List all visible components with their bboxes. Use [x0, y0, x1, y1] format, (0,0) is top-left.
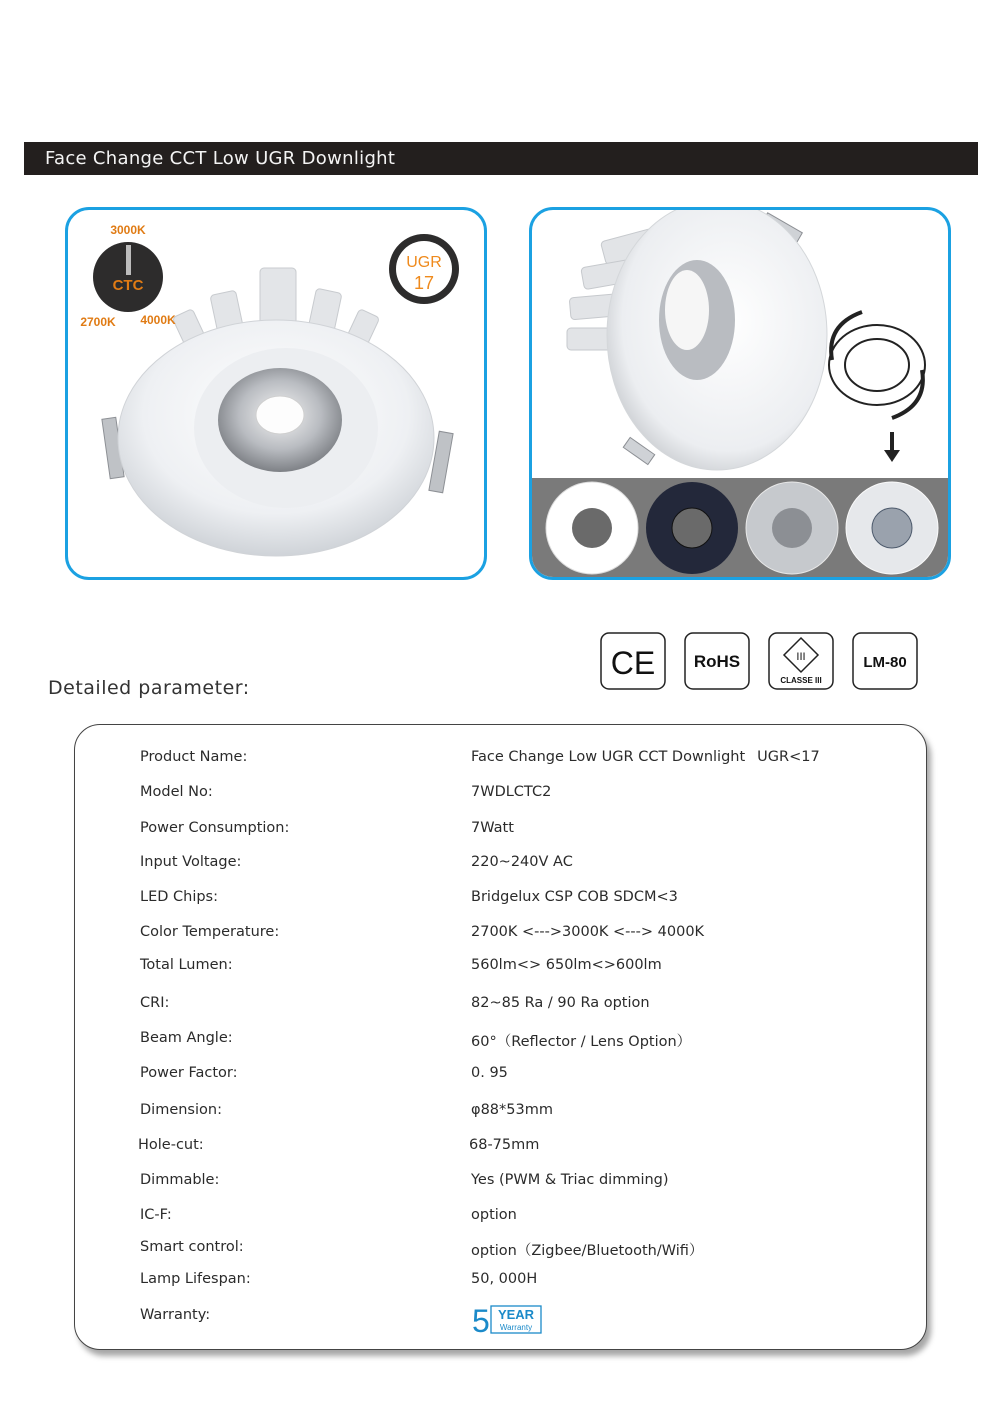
ctc-badge	[80, 223, 176, 329]
trim-swatch-silver	[746, 482, 838, 574]
param-row-hole-cut	[75, 1137, 926, 1159]
param-value: Bridgelux CSP COB SDCM<3	[471, 889, 678, 905]
param-label: Hole-cut:	[138, 1137, 204, 1153]
page-title: Face Change CCT Low UGR Downlight	[45, 148, 396, 169]
param-label: Color Temperature:	[140, 924, 280, 940]
param-label: Power Consumption:	[140, 820, 290, 836]
param-label: Smart control:	[140, 1239, 244, 1255]
downlight-side-image	[532, 210, 948, 577]
ugr-value: 17	[413, 273, 435, 293]
param-row-warranty	[75, 1303, 926, 1335]
product-side-photo-panel	[529, 207, 951, 580]
param-value: 68-75mm	[469, 1137, 540, 1153]
param-label: Beam Angle:	[140, 1030, 233, 1046]
rotating-trim-diagram	[829, 312, 925, 418]
warranty-number: 5	[472, 1303, 490, 1335]
param-row-lifespan	[75, 1271, 926, 1293]
param-value: option	[471, 1207, 517, 1223]
param-value: 7Watt	[471, 820, 514, 836]
ce-mark-icon	[601, 633, 665, 689]
param-value: 220~240V AC	[471, 854, 573, 870]
param-row-product-name	[75, 749, 926, 771]
param-value: 2700K <--->3000K <---> 4000K	[471, 924, 705, 940]
trim-swatch-chrome	[846, 482, 938, 574]
param-value: Face Change Low UGR CCT Downlight UGR<17	[471, 749, 820, 765]
classe-label: CLASSE III	[780, 676, 822, 685]
ctc-label: CTC	[112, 277, 144, 294]
ctc-4000k: 4000K	[140, 313, 176, 327]
param-label: LED Chips:	[140, 889, 219, 905]
param-label: Warranty:	[140, 1307, 211, 1323]
trim-swatch-black	[646, 482, 738, 574]
param-row-icf	[75, 1207, 926, 1229]
ce-label: CE	[610, 645, 656, 681]
warranty-sub: Warranty	[499, 1323, 533, 1332]
page-title-bar	[24, 142, 978, 175]
param-label: Input Voltage:	[140, 854, 242, 870]
param-row-lumen	[75, 957, 926, 979]
param-row-power-factor	[75, 1065, 926, 1087]
param-row-color-temp	[75, 924, 926, 946]
param-label: Model No:	[140, 784, 213, 800]
warranty-badge	[471, 1303, 543, 1335]
section-heading: Detailed parameter:	[48, 677, 250, 699]
warranty-year: YEAR	[497, 1307, 535, 1322]
param-row-power	[75, 820, 926, 842]
param-row-cri	[75, 995, 926, 1017]
downlight-front-image	[68, 210, 484, 577]
ugr-badge	[389, 234, 459, 304]
rohs-label: RoHS	[693, 652, 741, 671]
certification-badges	[600, 632, 920, 692]
parameter-table	[74, 724, 927, 1350]
param-value: 82~85 Ra / 90 Ra option	[471, 995, 650, 1011]
trim-swatch-white	[546, 482, 638, 574]
param-value-extra: UGR<17	[757, 749, 820, 765]
ctc-3000k: 3000K	[110, 223, 146, 237]
param-row-smart-control	[75, 1239, 926, 1261]
param-label: Power Factor:	[140, 1065, 238, 1081]
param-row-voltage	[75, 854, 926, 876]
param-value: 0. 95	[471, 1065, 508, 1081]
ugr-label: UGR	[406, 254, 442, 271]
param-row-led-chips	[75, 889, 926, 911]
product-photo-panel	[65, 207, 487, 580]
ctc-2700k: 2700K	[80, 315, 116, 329]
param-value: option（Zigbee/Bluetooth/Wifi）	[471, 1243, 704, 1259]
param-label: Dimmable:	[140, 1172, 220, 1188]
param-value: 50, 000H	[471, 1271, 538, 1287]
param-label: IC-F:	[140, 1207, 172, 1223]
param-label: Total Lumen:	[140, 957, 233, 973]
param-value: φ88*53mm	[471, 1102, 553, 1118]
param-label: Product Name:	[140, 749, 248, 765]
param-row-dimmable	[75, 1172, 926, 1194]
param-value: 60°（Reflector / Lens Option）	[471, 1034, 692, 1050]
param-value: 560lm<> 650lm<>600lm	[471, 957, 662, 973]
param-value: Yes (PWM & Triac dimming)	[471, 1172, 669, 1188]
down-arrow-icon	[884, 432, 900, 462]
rohs-icon	[685, 633, 749, 689]
lm80-icon	[853, 633, 917, 689]
param-value: 7WDLCTC2	[471, 784, 552, 800]
param-row-dimension	[75, 1102, 926, 1124]
param-row-beam-angle	[75, 1030, 926, 1052]
param-label: CRI:	[140, 995, 170, 1011]
lm80-label: LM-80	[863, 654, 907, 671]
classe-numeral: III	[796, 651, 806, 663]
classe-iii-icon	[769, 633, 833, 689]
param-label: Dimension:	[140, 1102, 222, 1118]
param-row-model	[75, 784, 926, 806]
param-label: Lamp Lifespan:	[140, 1271, 251, 1287]
